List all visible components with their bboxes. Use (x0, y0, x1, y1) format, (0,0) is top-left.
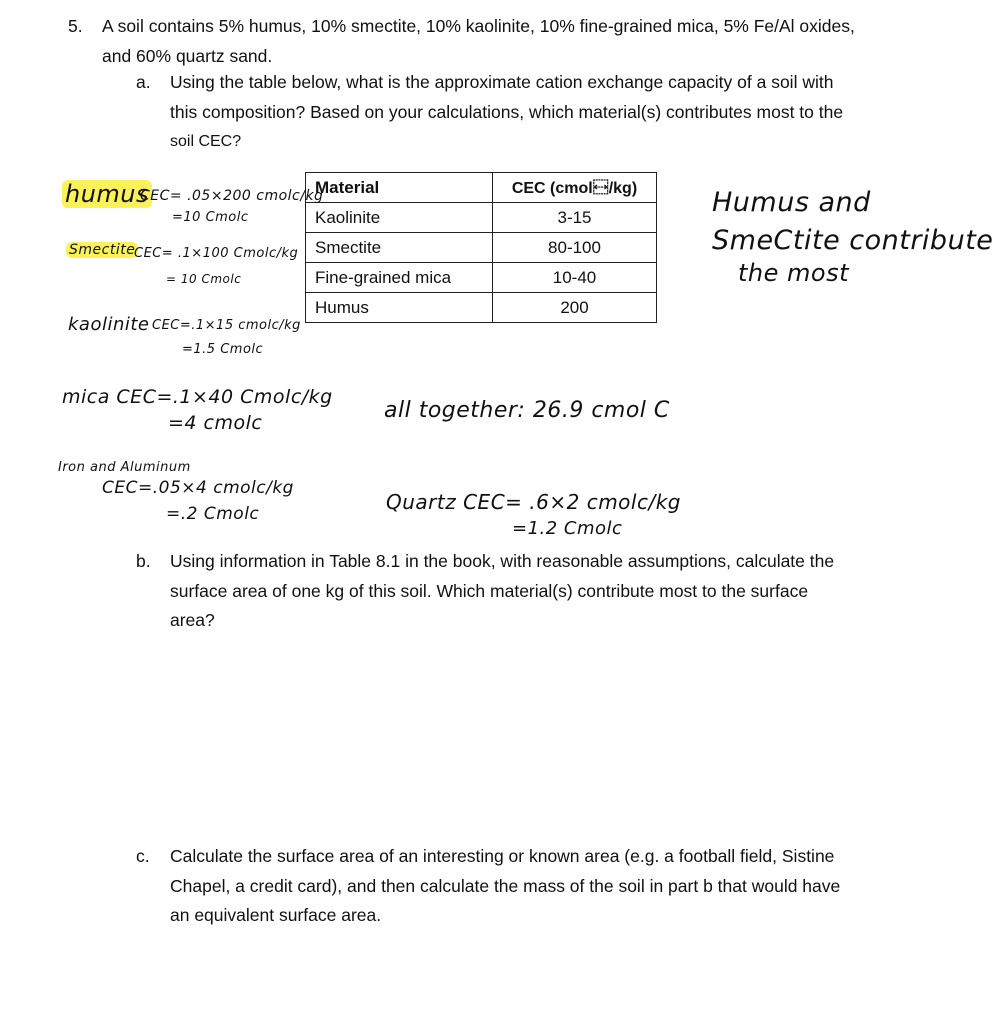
part-c-line-2: Chapel, a credit card), and then calculate the mass of the soil in part b that would have (170, 875, 841, 896)
hw-oxides-calc: CEC=.05×4 cmolc/kg (102, 478, 294, 498)
hw-quartz-calc: Quartz CEC= .6×2 cmolc/kg (386, 490, 681, 514)
part-c-text (170, 842, 970, 931)
hw-quartz-result: =1.2 Cmolc (512, 518, 623, 539)
smectite-highlight: Smectite (66, 242, 138, 258)
hw-smectite-result: = 10 Cmolc (166, 272, 242, 286)
hw-humus-label (62, 180, 152, 208)
table-header-row (306, 173, 657, 203)
table-row (306, 233, 657, 263)
table-row (306, 263, 657, 293)
part-c-line-3: an equivalent surface area. (170, 905, 382, 925)
table-row (306, 293, 657, 323)
part-b-line-3: area? (170, 610, 215, 630)
hw-answer-line-2: SmeCtite contribute (712, 225, 994, 256)
table-cell-cec: 10-40 (493, 263, 657, 293)
table-cell-material: Smectite (306, 233, 493, 263)
part-a-line-3: soil CEC? (170, 133, 242, 150)
hw-mica-calc: mica CEC=.1×40 Cmolc/kg (62, 386, 333, 408)
hw-answer-line-3: the most (738, 259, 849, 287)
hw-answer-line-1: Humus and (712, 187, 871, 218)
part-b-letter: b. (136, 551, 151, 571)
part-c-letter: c. (136, 846, 150, 866)
part-b-line-1: Using information in Table 8.1 in the book, with reasonable assumptions, calculate the (170, 551, 835, 571)
humus-highlight: humus (62, 180, 152, 208)
cec-table (305, 172, 657, 323)
hw-kaolinite-label: kaolinite (68, 314, 150, 335)
hw-humus-calc: CEC= .05×200 cmolc/kg (140, 188, 324, 204)
table-cell-cec: 80-100 (493, 233, 657, 263)
hw-humus-result: =10 Cmolc (172, 210, 249, 225)
part-c-line-1: Calculate the surface area of an interesting or known area (e.g. a football field, Sistine (170, 846, 835, 866)
table-cell-material: Kaolinite (306, 203, 493, 233)
part-a-line-1: Using the table below, what is the approximate cation exchange capacity of a soil with (170, 72, 834, 92)
part-a-line-2: this composition? Based on your calculations, which material(s) contributes most to the (170, 101, 844, 122)
question-5-line-2: and 60% quartz sand. (102, 45, 273, 66)
table-header-cec: CEC (cmol⿾/kg) (493, 173, 657, 203)
hw-oxides-result: =.2 Cmolc (166, 504, 260, 524)
table-header-material: Material (306, 173, 493, 203)
hw-smectite-calc: CEC= .1×100 Cmolc/kg (134, 246, 299, 261)
table-row (306, 203, 657, 233)
table-cell-material: Fine-grained mica (306, 263, 493, 293)
part-a-letter: a. (136, 72, 151, 92)
hw-oxides-label: Iron and Aluminum (58, 460, 191, 475)
question-5-line-1: A soil contains 5% humus, 10% smectite, 10% kaolinite, 10% fine-grained mica, 5% Fe/Al oxides, (102, 16, 855, 36)
hw-answer (712, 184, 993, 286)
part-b-line-2: surface area of one kg of this soil. Which material(s) contribute most to the surface (170, 580, 809, 601)
table-cell-material: Humus (306, 293, 493, 323)
question-number: 5. (68, 16, 83, 36)
question-5-text (102, 12, 982, 71)
hw-smectite-label (66, 242, 138, 258)
hw-mica-result: =4 cmolc (168, 412, 263, 434)
hw-kaolinite-result: =1.5 Cmolc (182, 342, 264, 357)
table-cell-cec: 200 (493, 293, 657, 323)
part-a-text (170, 68, 970, 157)
part-b-text (170, 547, 970, 636)
table-cell-cec: 3-15 (493, 203, 657, 233)
hw-kaolinite-calc: CEC=.1×15 cmolc/kg (152, 318, 301, 333)
hw-total: all together: 26.9 cmol C (384, 398, 670, 423)
